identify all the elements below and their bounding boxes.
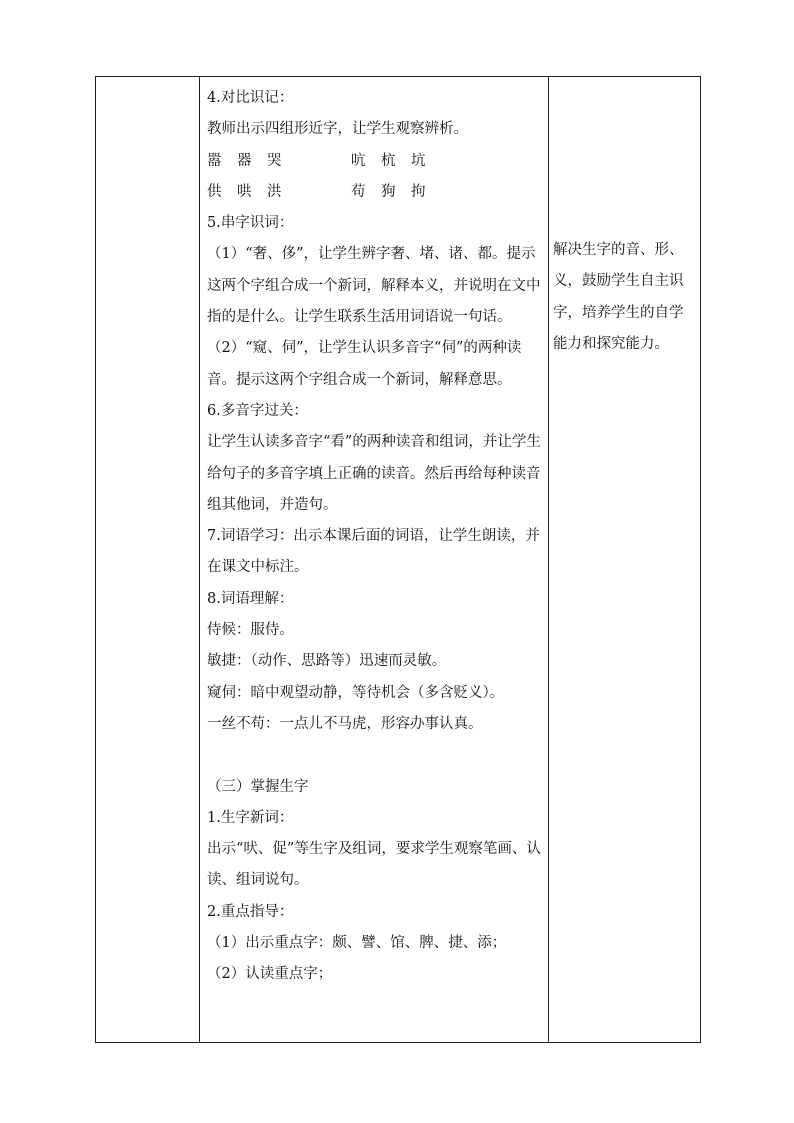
section-5-item-1: （1）“奢、侈”，让学生辨字奢、堵、诸、都。提示这两个字组合成一个新词，解释本义，并说明在文中指的是什么。让学生联系生活用词语说一句话。	[207, 246, 541, 326]
char-group-row-1	[207, 146, 544, 177]
part-3-step-2-item-1: （1）出示重点字：颇、譬、馆、脾、捷、添；	[207, 935, 507, 952]
design-intent-text: 解决生字的音、形、义，鼓励学生自主识字，培养学生的自学能力和探究能力。	[553, 242, 684, 352]
part-3-step-1-text: 出示“吠、促”等生字及组词，要求学生观察笔画、认读、组词说句。	[207, 841, 541, 889]
section-6-text: 让学生认读多音字“看”的两种读音和组词，并让学生给句子的多音字填上正确的读音。然后再给每种读音组其他词，并造句。	[207, 434, 541, 513]
char-group-row-2	[207, 177, 544, 208]
part-3-step-1-heading: 1.生字新词：	[207, 809, 294, 826]
stage-cell	[96, 77, 200, 1043]
section-8-heading: 8.词语理解：	[207, 590, 294, 607]
char: 供	[207, 183, 222, 200]
design-intent-cell	[549, 77, 701, 1043]
char: 嚣	[207, 152, 222, 169]
part-3-heading: （三）掌握生字	[207, 778, 309, 795]
part-3-step-2-heading: 2.重点指导：	[207, 903, 294, 920]
section-5-item-2: （2）“窥、伺”，让学生认识多音字“伺”的两种读音。提示这两个字组合成一个新词，解释意思。	[207, 340, 522, 388]
char: 坑	[411, 152, 426, 169]
char: 器	[237, 152, 252, 169]
word-definition: 窥伺：暗中观望动静，等待机会（多含贬义）。	[207, 684, 505, 701]
section-4-heading: 4.对比识记：	[207, 90, 294, 106]
section-5-heading: 5.串字识词：	[207, 215, 294, 232]
word-definition: 敏捷：（动作、思路等）迅速而灵敏。	[207, 653, 447, 670]
char: 哄	[237, 183, 252, 200]
char: 狗	[381, 183, 396, 200]
char: 洪	[267, 183, 282, 200]
char: 吭	[351, 152, 366, 169]
char: 苟	[351, 183, 366, 200]
section-4-text: 教师出示四组形近字，让学生观察辨析。	[207, 121, 468, 138]
char: 拘	[411, 183, 426, 200]
lesson-plan-table	[95, 76, 701, 1043]
char: 哭	[267, 152, 282, 169]
part-3-step-2-item-2: （2）认读重点字；	[207, 966, 333, 983]
activity-content	[200, 77, 548, 991]
char: 杭	[381, 152, 396, 169]
section-7-text: 7.词语学习：出示本课后面的词语，让学生朗读，并在课文中标注。	[207, 528, 540, 576]
word-definition: 一丝不苟：一点儿不马虎，形容办事认真。	[207, 715, 483, 732]
table-row	[96, 77, 701, 1043]
section-6-heading: 6.多音字过关：	[207, 402, 308, 419]
word-definition: 侍候：服侍。	[207, 622, 294, 639]
activity-cell	[200, 77, 549, 1043]
